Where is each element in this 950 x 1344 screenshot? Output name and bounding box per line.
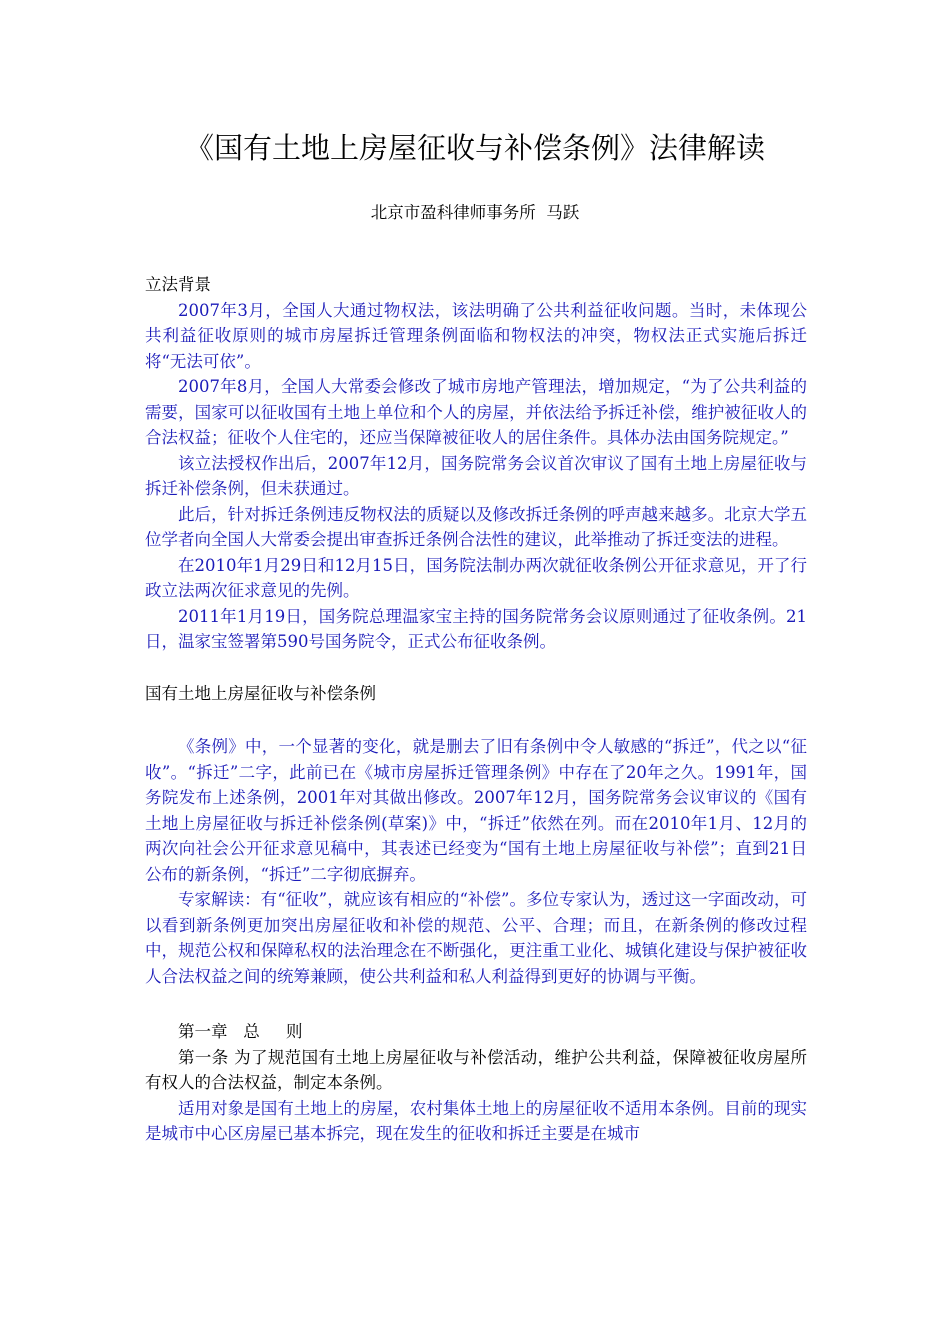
section-heading-background: 立法背景 — [145, 275, 211, 294]
document-author: 北京市盈科律师事务所 马跃 — [370, 203, 580, 222]
spacer — [145, 989, 807, 1019]
article-1: 第一条 为了规范国有土地上房屋征收与补偿活动，维护公共利益，保障被征收房屋所有权人的合法权益，制定本条例。 — [145, 1047, 807, 1092]
background-paragraph-1: 2007年3月，全国人大通过物权法，该法明确了公共利益征收问题。当时，未体现公共利益征收原则的城市房屋拆迁管理条例面临和物权法的冲突，物权法正式实施后拆迁将“无法可依”。 — [145, 300, 807, 371]
spacer — [145, 655, 807, 681]
spacer — [145, 706, 807, 734]
background-paragraph-3: 该立法授权作出后，2007年12月，国务院常务会议首次审议了国有土地上房屋征收与拆迁补偿条例，但未获通过。 — [145, 453, 807, 498]
section-heading-regulation: 国有土地上房屋征收与补偿条例 — [145, 683, 376, 703]
background-paragraph-5: 在2010年1月29日和12月15日，国务院法制办两次就征收条例公开征求意见，开了行政立法两次征求意见的先例。 — [145, 555, 807, 600]
document-body — [145, 272, 807, 1147]
chapter-heading: 第一章 总 则 — [178, 1022, 303, 1041]
background-paragraph-6: 2011年1月19日，国务院总理温家宝主持的国务院常务会议原则通过了征收条例。21日，温家宝签署第590号国务院令，正式公布征收条例。 — [145, 606, 807, 651]
regulation-paragraph-1: 《条例》中，一个显著的变化，就是删去了旧有条例中令人敏感的“拆迁”，代之以“征收”。“拆迁”二字，此前已在《城市房屋拆迁管理条例》中存在了20年之久。1991年，国务院发布上述条例，2001年对其做出修改。2007年12月，国务院常务会议审议的《国有土地上房屋征收与拆迁补偿条例(草案)》中，“拆迁”依然在列。而在2010年1月、12月的两次向社会公开征求意见稿中，其表述已经变为“国有土地上房屋征收与补偿”；直到21日公布的新条例，“拆迁”二字彻底摒弃。 — [145, 737, 807, 884]
document-title: 《国有土地上房屋征收与补偿条例》法律解读 — [184, 131, 765, 165]
background-paragraph-2: 2007年8月，全国人大常委会修改了城市房地产管理法，增加规定，“为了公共利益的需要，国家可以征收国有土地上单位和个人的房屋，并依法给予拆迁补偿，维护被征收人的合法权益；征收个人住宅的，还应当保障被征收人的居住条件。具体办法由国务院规定。” — [145, 377, 807, 447]
article-1-commentary: 适用对象是国有土地上的房屋，农村集体土地上的房屋征收不适用本条例。目前的现实是城市中心区房屋已基本拆完，现在发生的征收和拆迁主要是在城市 — [145, 1098, 807, 1143]
regulation-paragraph-2: 专家解读：有“征收”，就应该有相应的“补偿”。多位专家认为，透过这一字面改动，可以看到新条例更加突出房屋征收和补偿的规范、公平、合理；而且，在新条例的修改过程中，规范公权和保障私权的法治理念在不断强化，更注重工业化、城镇化建设与保护被征收人合法权益之间的统筹兼顾，使公共利益和私人利益得到更好的协调与平衡。 — [145, 890, 807, 986]
background-paragraph-4: 此后，针对拆迁条例违反物权法的质疑以及修改拆迁条例的呼声越来越多。北京大学五位学者向全国人大常委会提出审查拆迁条例合法性的建议，此举推动了拆迁变法的进程。 — [145, 504, 807, 549]
